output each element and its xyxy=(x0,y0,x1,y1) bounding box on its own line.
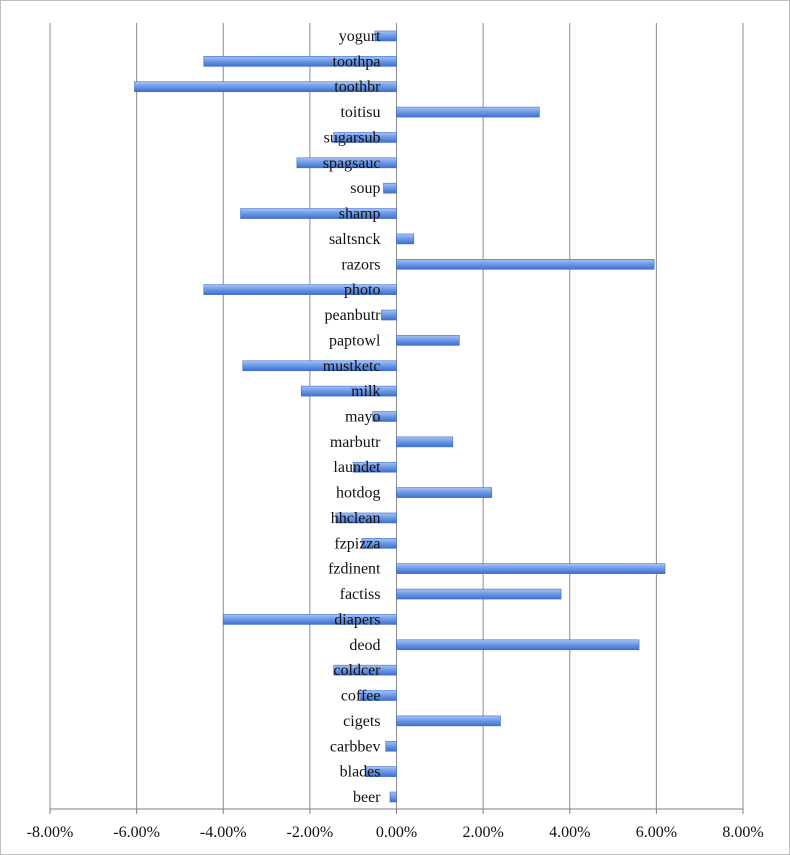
category-label: hotdog xyxy=(336,484,381,502)
x-tick-label: 0.00% xyxy=(375,824,418,841)
x-tick-label: -4.00% xyxy=(199,824,247,841)
category-label: hhclean xyxy=(330,509,381,527)
category-label: fzpizza xyxy=(334,535,381,553)
bar-beer xyxy=(390,792,396,802)
bar-toitisu xyxy=(397,107,540,117)
category-label: soup xyxy=(350,180,381,198)
category-label: mayo xyxy=(344,408,381,426)
category-label: toothpa xyxy=(332,53,381,71)
bar-peanbutr xyxy=(381,310,396,320)
category-labels xyxy=(323,28,381,806)
category-label: coldcer xyxy=(333,662,381,680)
category-label: fzdinent xyxy=(328,560,381,578)
category-label: spagsauc xyxy=(322,154,381,172)
bar-deod xyxy=(397,640,640,650)
category-label: blades xyxy=(339,763,381,781)
category-label: shamp xyxy=(338,205,381,223)
x-tick-label: 2.00% xyxy=(462,824,504,841)
category-label: factiss xyxy=(339,586,381,604)
bar-paptowl xyxy=(397,335,460,345)
bars xyxy=(134,31,665,802)
category-label: cigets xyxy=(343,712,381,730)
bar-cigets xyxy=(397,716,501,726)
x-tick-label: -8.00% xyxy=(26,824,74,841)
x-tick-labels xyxy=(27,824,764,841)
x-tick-label: -6.00% xyxy=(113,824,160,841)
category-label: carbbev xyxy=(329,738,381,756)
category-label: photo xyxy=(344,281,381,299)
category-label: coffee xyxy=(340,687,381,705)
category-label: beer xyxy=(352,789,381,806)
bar-marbutr xyxy=(397,437,453,447)
category-label: toitisu xyxy=(340,104,381,122)
category-label: mustketc xyxy=(322,357,381,375)
category-label: yogurt xyxy=(338,28,381,45)
bar-milk xyxy=(301,386,396,396)
x-tick-label: 4.00% xyxy=(549,824,591,841)
category-label: milk xyxy=(351,383,381,401)
bar-fzdinent xyxy=(397,564,666,574)
bar-hotdog xyxy=(397,488,492,498)
bar-chart xyxy=(1,1,789,854)
category-label: marbutr xyxy=(329,433,381,451)
category-label: saltsnck xyxy=(328,230,381,248)
x-tick-label: 6.00% xyxy=(635,824,678,841)
bar-saltsnck xyxy=(397,234,414,244)
category-label: toothbr xyxy=(334,78,381,96)
bar-soup xyxy=(384,183,397,193)
category-label: diapers xyxy=(334,611,381,629)
category-label: sugarsub xyxy=(323,129,381,147)
category-label: razors xyxy=(341,256,381,274)
x-tick-label: -2.00% xyxy=(286,824,334,841)
category-label: laundet xyxy=(333,459,381,477)
category-label: deod xyxy=(349,636,381,654)
bar-factiss xyxy=(397,589,562,599)
category-label: peanbutr xyxy=(324,307,381,325)
category-label: paptowl xyxy=(328,332,381,350)
x-tick-label: 8.00% xyxy=(722,824,764,841)
bar-razors xyxy=(397,259,655,269)
bar-carbbev xyxy=(386,741,397,751)
